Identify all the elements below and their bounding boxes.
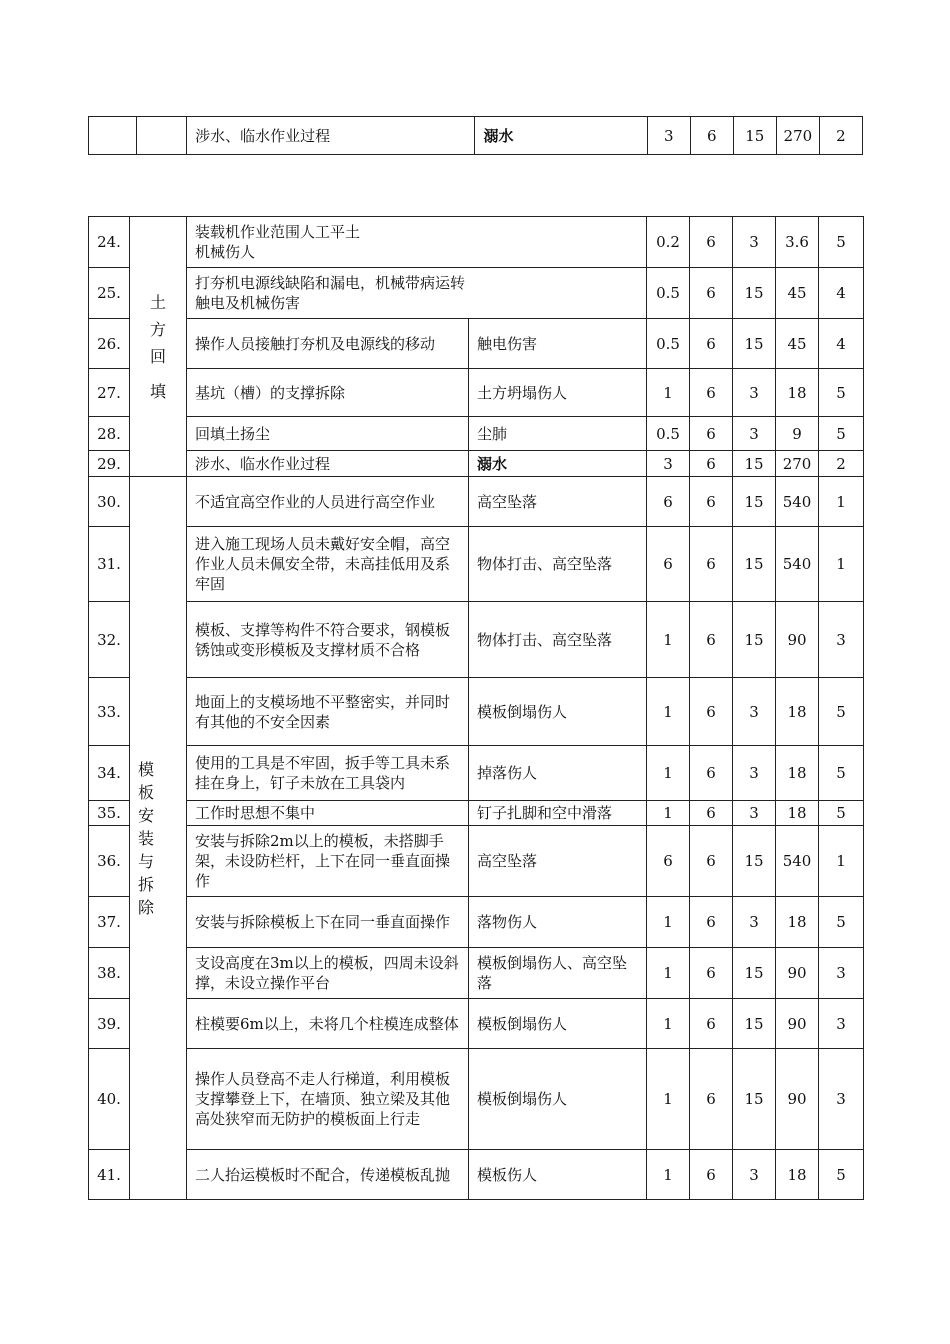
table-row xyxy=(89,527,864,602)
hazard-source-cell: 操作人员登高不走人行梯道，利用模板支撑攀登上下，在墙顶、独立梁及其他高处狭窄而无防护的模板面上行走 xyxy=(187,1049,469,1150)
hazard-source-cell: 柱模要6m以上，未将几个柱模连成整体 xyxy=(187,999,469,1049)
consequence-text: 机械伤人 xyxy=(195,243,256,261)
consequence-cell: 模板伤人 xyxy=(469,1150,647,1200)
level-cell: 1 xyxy=(819,477,864,527)
consequence-cell: 尘肺 xyxy=(469,417,647,451)
level-cell: 1 xyxy=(819,527,864,602)
d-value-cell: 90 xyxy=(776,999,819,1049)
table-row xyxy=(89,217,864,268)
row-number: 36. xyxy=(89,826,130,897)
c-value-cell: 15 xyxy=(733,477,776,527)
c-value-cell: 15 xyxy=(733,948,776,999)
consequence-cell: 落物伤人 xyxy=(469,897,647,948)
consequence-cell: 模板倒塌伤人 xyxy=(469,678,647,746)
l-value-cell: 1 xyxy=(647,801,690,826)
l-value-cell: 1 xyxy=(647,948,690,999)
c-value-cell: 15 xyxy=(733,451,776,477)
e-value-cell: 6 xyxy=(690,602,733,678)
c-value-cell: 3 xyxy=(733,217,776,268)
level-cell: 3 xyxy=(819,999,864,1049)
level-cell: 5 xyxy=(819,897,864,948)
table-row xyxy=(89,678,864,746)
hazard-and-consequence-cell xyxy=(187,268,647,319)
e-value-cell: 6 xyxy=(690,319,733,369)
table-row xyxy=(89,948,864,999)
l-value-cell: 1 xyxy=(647,678,690,746)
d-value-cell: 45 xyxy=(776,268,819,319)
l-value-cell: 0.5 xyxy=(647,268,690,319)
l-value-cell: 6 xyxy=(647,477,690,527)
table-row xyxy=(89,451,864,477)
c-value-cell: 15 xyxy=(733,602,776,678)
l-value-cell: 1 xyxy=(647,746,690,801)
c-value-cell: 15 xyxy=(733,117,776,155)
c-value-cell: 3 xyxy=(733,897,776,948)
hazard-source-cell: 工作时思想不集中 xyxy=(187,801,469,826)
e-value-cell: 6 xyxy=(690,268,733,319)
row-number: 24. xyxy=(89,217,130,268)
consequence-cell: 模板倒塌伤人、高空坠落 xyxy=(469,948,647,999)
e-value-cell: 6 xyxy=(690,1150,733,1200)
category-line: 安 装 xyxy=(138,805,165,848)
table-row xyxy=(89,369,864,417)
c-value-cell: 15 xyxy=(733,319,776,369)
row-number: 25. xyxy=(89,268,130,319)
table-row xyxy=(89,826,864,897)
table-row xyxy=(89,602,864,678)
level-cell: 3 xyxy=(819,1049,864,1150)
row-number: 32. xyxy=(89,602,130,678)
hazard-source-cell: 安装与拆除模板上下在同一垂直面操作 xyxy=(187,897,469,948)
cell-blank-category xyxy=(137,117,187,155)
hazard-source-cell: 涉水、临水作业过程 xyxy=(187,451,469,477)
continuation-table xyxy=(88,116,863,155)
table-row xyxy=(89,319,864,369)
e-value-cell: 6 xyxy=(690,451,733,477)
e-value-cell: 6 xyxy=(690,801,733,826)
l-value-cell: 6 xyxy=(647,826,690,897)
consequence-cell: 模板倒塌伤人 xyxy=(469,999,647,1049)
level-cell: 5 xyxy=(819,678,864,746)
e-value-cell: 6 xyxy=(690,678,733,746)
table-row xyxy=(89,417,864,451)
level-cell: 3 xyxy=(819,948,864,999)
l-value-cell: 6 xyxy=(647,527,690,602)
row-number: 30. xyxy=(89,477,130,527)
e-value-cell: 6 xyxy=(690,417,733,451)
l-value-cell: 0.5 xyxy=(647,417,690,451)
c-value-cell: 3 xyxy=(733,1150,776,1200)
row-number: 41. xyxy=(89,1150,130,1200)
e-value-cell: 6 xyxy=(690,999,733,1049)
e-value-cell: 6 xyxy=(690,369,733,417)
table-row xyxy=(89,1049,864,1150)
category-char: 填 xyxy=(149,381,166,401)
row-number: 28. xyxy=(89,417,130,451)
d-value-cell: 270 xyxy=(776,117,819,155)
hazard-source-cell: 进入施工现场人员未戴好安全帽，高空作业人员未佩安全带，未高挂低用及系牢固 xyxy=(187,527,469,602)
hazard-source-cell: 使用的工具是不牢固，扳手等工具未系挂在身上，钉子未放在工具袋内 xyxy=(187,746,469,801)
level-cell: 5 xyxy=(819,369,864,417)
level-cell: 3 xyxy=(819,602,864,678)
hazard-text: 装载机作业范围人工平土 xyxy=(195,223,361,241)
consequence-cell: 触电伤害 xyxy=(469,319,647,369)
table-row xyxy=(89,746,864,801)
l-value-cell: 1 xyxy=(647,999,690,1049)
c-value-cell: 3 xyxy=(733,746,776,801)
consequence-cell: 物体打击、高空坠落 xyxy=(469,602,647,678)
c-value-cell: 15 xyxy=(733,999,776,1049)
e-value-cell: 6 xyxy=(690,477,733,527)
c-value-cell: 15 xyxy=(733,527,776,602)
e-value-cell: 6 xyxy=(690,826,733,897)
consequence-cell: 钉子扎脚和空中滑落 xyxy=(469,801,647,826)
consequence-cell: 溺水 xyxy=(469,451,647,477)
hazard-source-cell: 基坑（槽）的支撑拆除 xyxy=(187,369,469,417)
d-value-cell: 90 xyxy=(776,602,819,678)
row-number: 31. xyxy=(89,527,130,602)
level-cell: 4 xyxy=(819,268,864,319)
hazard-source-cell: 模板、支撑等构件不符合要求，钢模板锈蚀或变形模板及支撑材质不合格 xyxy=(187,602,469,678)
level-cell: 5 xyxy=(819,801,864,826)
d-value-cell: 18 xyxy=(776,369,819,417)
table-row xyxy=(89,999,864,1049)
category-line: 与 拆 xyxy=(138,851,165,894)
row-number: 38. xyxy=(89,948,130,999)
d-value-cell: 540 xyxy=(776,527,819,602)
table-row xyxy=(89,897,864,948)
category-line: 模 板 xyxy=(138,759,165,802)
e-value-cell: 6 xyxy=(690,527,733,602)
consequence-cell: 模板倒塌伤人 xyxy=(469,1049,647,1150)
row-number: 26. xyxy=(89,319,130,369)
e-value-cell: 6 xyxy=(690,897,733,948)
hazard-source-cell: 操作人员接触打夯机及电源线的移动 xyxy=(187,319,469,369)
hazard-source-cell: 地面上的支模场地不平整密实，并同时有其他的不安全因素 xyxy=(187,678,469,746)
d-value-cell: 270 xyxy=(776,451,819,477)
c-value-cell: 15 xyxy=(733,826,776,897)
level-cell: 1 xyxy=(819,826,864,897)
cell-blank-no xyxy=(89,117,137,155)
d-value-cell: 3.6 xyxy=(776,217,819,268)
hazard-text: 打夯机电源线缺陷和漏电，机械带病运转 xyxy=(195,274,466,292)
l-value-cell: 3 xyxy=(647,451,690,477)
level-cell: 5 xyxy=(819,417,864,451)
category-char: 回 xyxy=(149,346,166,366)
category-earthwork xyxy=(130,217,187,477)
l-value-cell: 1 xyxy=(647,602,690,678)
l-value-cell: 3 xyxy=(647,117,690,155)
l-value-cell: 0.5 xyxy=(647,319,690,369)
d-value-cell: 18 xyxy=(776,678,819,746)
row-number: 29. xyxy=(89,451,130,477)
d-value-cell: 18 xyxy=(776,801,819,826)
row-number: 39. xyxy=(89,999,130,1049)
d-value-cell: 9 xyxy=(776,417,819,451)
d-value-cell: 45 xyxy=(776,319,819,369)
d-value-cell: 18 xyxy=(776,746,819,801)
row-number: 40. xyxy=(89,1049,130,1150)
level-cell: 4 xyxy=(819,319,864,369)
consequence-cell: 溺水 xyxy=(475,117,647,155)
hazard-assessment-table xyxy=(88,216,864,1200)
level-cell: 5 xyxy=(819,746,864,801)
level-cell: 2 xyxy=(819,117,862,155)
d-value-cell: 540 xyxy=(776,826,819,897)
hazard-source-cell: 支设高度在3m以上的模板，四周未设斜撑，未设立操作平台 xyxy=(187,948,469,999)
l-value-cell: 1 xyxy=(647,1150,690,1200)
d-value-cell: 18 xyxy=(776,897,819,948)
table-row xyxy=(89,801,864,826)
consequence-cell: 物体打击、高空坠落 xyxy=(469,527,647,602)
row-number: 37. xyxy=(89,897,130,948)
table-row xyxy=(89,1150,864,1200)
c-value-cell: 3 xyxy=(733,369,776,417)
level-cell: 5 xyxy=(819,1150,864,1200)
l-value-cell: 1 xyxy=(647,1049,690,1150)
d-value-cell: 540 xyxy=(776,477,819,527)
category-char: 方 xyxy=(149,319,166,339)
consequence-cell: 高空坠落 xyxy=(469,477,647,527)
category-formwork xyxy=(130,477,187,1200)
e-value-cell: 6 xyxy=(690,948,733,999)
row-number: 33. xyxy=(89,678,130,746)
e-value-cell: 6 xyxy=(690,217,733,268)
e-value-cell: 6 xyxy=(690,117,733,155)
hazard-source-cell: 二人抬运模板时不配合，传递模板乱抛 xyxy=(187,1150,469,1200)
hazard-source-cell: 回填土扬尘 xyxy=(187,417,469,451)
row-number: 34. xyxy=(89,746,130,801)
category-line: 除 xyxy=(138,897,165,917)
hazard-source-cell: 安装与拆除2m以上的模板，未搭脚手架，未设防栏杆，上下在同一垂直面操作 xyxy=(187,826,469,897)
level-cell: 2 xyxy=(819,451,864,477)
hazard-source-cell: 涉水、临水作业过程 xyxy=(187,117,475,155)
consequence-cell: 掉落伤人 xyxy=(469,746,647,801)
l-value-cell: 0.2 xyxy=(647,217,690,268)
consequence-cell: 土方坍塌伤人 xyxy=(469,369,647,417)
c-value-cell: 15 xyxy=(733,1049,776,1150)
l-value-cell: 1 xyxy=(647,369,690,417)
d-value-cell: 18 xyxy=(776,1150,819,1200)
category-char: 土 xyxy=(149,292,166,312)
level-cell: 5 xyxy=(819,217,864,268)
l-value-cell: 1 xyxy=(647,897,690,948)
e-value-cell: 6 xyxy=(690,1049,733,1150)
table-row xyxy=(89,268,864,319)
table-row xyxy=(89,477,864,527)
row-number: 35. xyxy=(89,801,130,826)
c-value-cell: 15 xyxy=(733,268,776,319)
e-value-cell: 6 xyxy=(690,746,733,801)
c-value-cell: 3 xyxy=(733,801,776,826)
d-value-cell: 90 xyxy=(776,948,819,999)
row-number: 27. xyxy=(89,369,130,417)
consequence-cell: 高空坠落 xyxy=(469,826,647,897)
consequence-text: 触电及机械伤害 xyxy=(195,294,301,312)
hazard-and-consequence-cell xyxy=(187,217,647,268)
hazard-source-cell: 不适宜高空作业的人员进行高空作业 xyxy=(187,477,469,527)
c-value-cell: 3 xyxy=(733,678,776,746)
d-value-cell: 90 xyxy=(776,1049,819,1150)
c-value-cell: 3 xyxy=(733,417,776,451)
